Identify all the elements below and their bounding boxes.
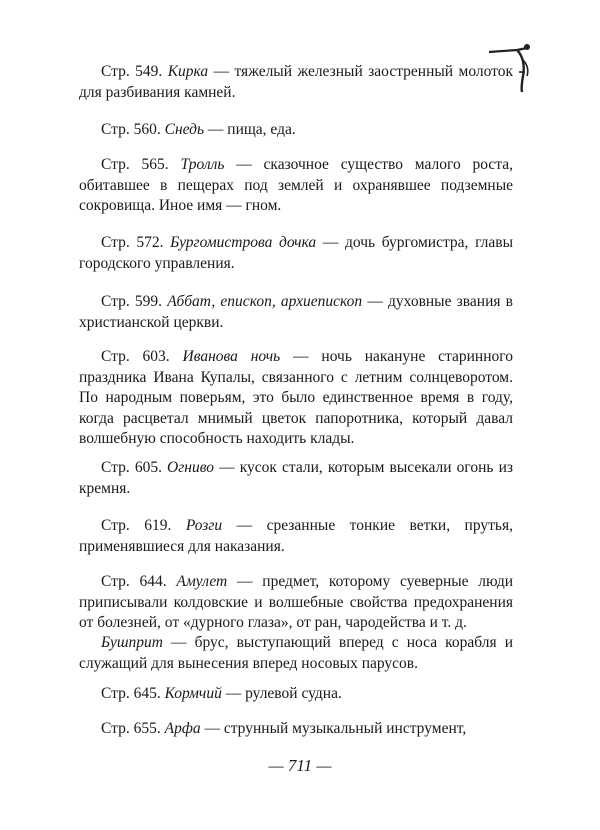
glossary-entry: Бушприт — брус, выступающий вперед с носа корабля и служащий для вынесения вперед носовых парусов.: [79, 634, 513, 672]
page-number: — 711 —: [268, 756, 332, 775]
glossary-entry: Стр. 572. Бургомистрова дочка — дочь бургомистра, главы городского управления.: [79, 234, 513, 272]
glossary-entry: Стр. 619. Розги — срезанные тонкие ветки, прутья, применявшиеся для наказания.: [79, 517, 513, 555]
glossary-entry: Стр. 565. Тролль — сказочное существо малого роста, обитавшее в пещерах под землей и охранявшее подземные сокровища. Иное имя — гном.: [79, 156, 514, 214]
glossary-entry: Стр. 599. Аббат, епископ, архиепископ — духовные звания в христианской церкви.: [79, 293, 513, 331]
glossary-entry: Стр. 655. Арфа — струнный музыкальный инструмент,: [101, 720, 467, 737]
glossary-entry: Стр. 644. Амулет — предмет, которому суеверные люди приписывали колдовские и волшебные свойства предохранения от болезней, от «дурного глаза», от ран, чародейства и т. д.: [79, 573, 514, 631]
glossary-entry: Стр. 560. Снедь — пища, еда.: [101, 121, 296, 138]
glossary-entry: Стр. 605. Огниво — кусок стали, которым высекали огонь из кремня.: [79, 459, 514, 497]
glossary-entry: Стр. 549. Кирка — тяжелый железный заостренный молоток для разбивания камней.: [79, 63, 513, 101]
glossary-entry: Стр. 603. Иванова ночь — ночь накануне старинного праздника Ивана Купалы, связанного с летним солнцеворотом. По народным поверьям, это было единственное время в году, когда расцветал мнимый цветок папоротника, который давал волшебную способность находить клады.: [79, 348, 513, 447]
glossary-entry: Стр. 645. Кормчий — рулевой судна.: [101, 685, 342, 702]
